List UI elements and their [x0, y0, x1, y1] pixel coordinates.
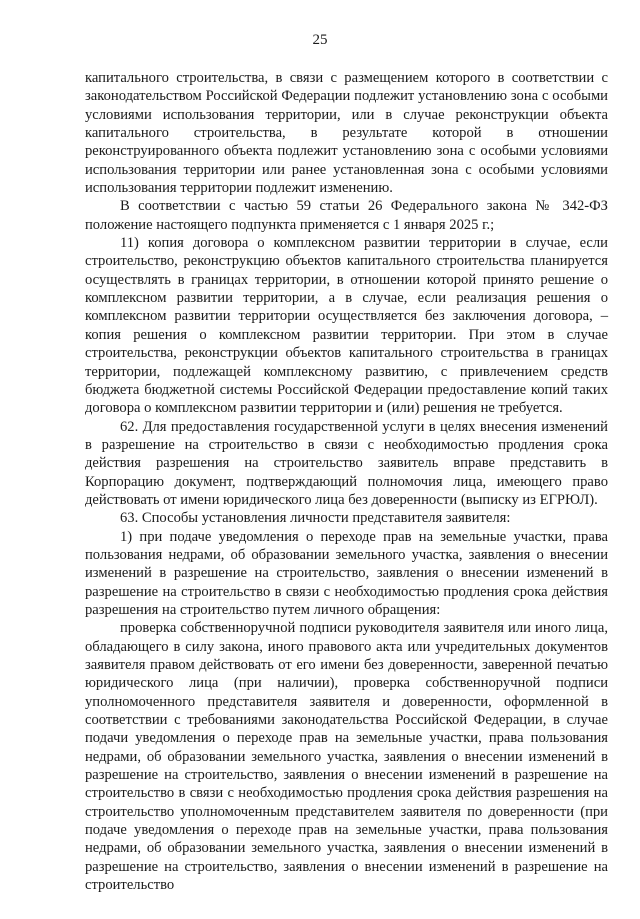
page-number: 25: [312, 32, 328, 48]
document-body: [85, 69, 608, 894]
paragraph: 1) при подаче уведомления о переходе прав на земельные участки, права пользования недрами, об образовании земельного участка, заявления о внесении изменений в разрешение на строительство, заявления о внесении изменений в разрешение на строительство в связи с необходимостью продления срока действия разрешения на строительство путем личного обращения:: [85, 528, 608, 618]
paragraph: проверка собственноручной подписи руководителя заявителя или иного лица, обладающего в силу закона, иного правового акта или учредительных документов заявителя правом действовать от его имени без доверенности, заверенной печатью юридического лица (при наличии), проверка собственноручной подписи уполномоченного представителя заявителя и доверенности, оформленной в соответствии с требованиями законодательства Российской Федерации, в случае подачи уведомления о переходе прав на земельные участки, права пользования недрами, об образовании земельного участка, заявления о внесении изменений в разрешение на строительство, заявления о внесении изменений в разрешение на строительство в связи с необходимостью продления срока действия разрешения на строительство уполномоченным представителем заявителя по доверенности (при подаче уведомления о переходе прав на земельные участки, права пользования недрами, об образовании земельного участка, заявления о внесении изменений в разрешение на строительство, заявления о внесении изменений в разрешение на строительство: [85, 620, 608, 894]
paragraph: В соответствии с частью 59 статьи 26 Федерального закона № 342-ФЗ положение настоящего подпункта применяется с 1 января 2025 г.;: [85, 198, 608, 233]
paragraph: 62. Для предоставления государственной услуги в целях внесения изменений в разрешение на строительство в связи с необходимостью продления срока действия разрешения на строительство заявитель вправе представить в Корпорацию документ, подтверждающий полномочия лица, имеющего право действовать от имени юридического лица без доверенности (выписку из ЕГРЮЛ).: [85, 418, 608, 508]
paragraph: капитального строительства, в связи с размещением которого в соответствии с законодательством Российской Федерации подлежит установлению зона с особыми условиями использования территории, или в случае реконструкции объекта капитального строительства, в результате которой в отношении реконструированного объекта подлежит установлению зона с особыми условиями использования территории или ранее установленная зона с особыми условиями использования территории подлежит изменению.: [85, 70, 608, 197]
paragraph: 11) копия договора о комплексном развитии территории в случае, если строительство, реконструкцию объектов капитального строительства планируется осуществлять в границах территории, в отношении которой принято решение о комплексном развитии территории, а в случае, если реализация решения о комплексном развитии территории осуществляется без заключения договора, – копия решения о комплексном развитии территории. При этом в случае строительства, реконструкции объектов капитального строительства в границах территории, подлежащей комплексному развитию, с привлечением средств бюджета бюджетной системы Российской Федерации предоставление копий таких договора о комплексном развитии территории и (или) решения не требуется.: [85, 235, 608, 417]
paragraph: 63. Способы установления личности представителя заявителя:: [120, 510, 511, 527]
